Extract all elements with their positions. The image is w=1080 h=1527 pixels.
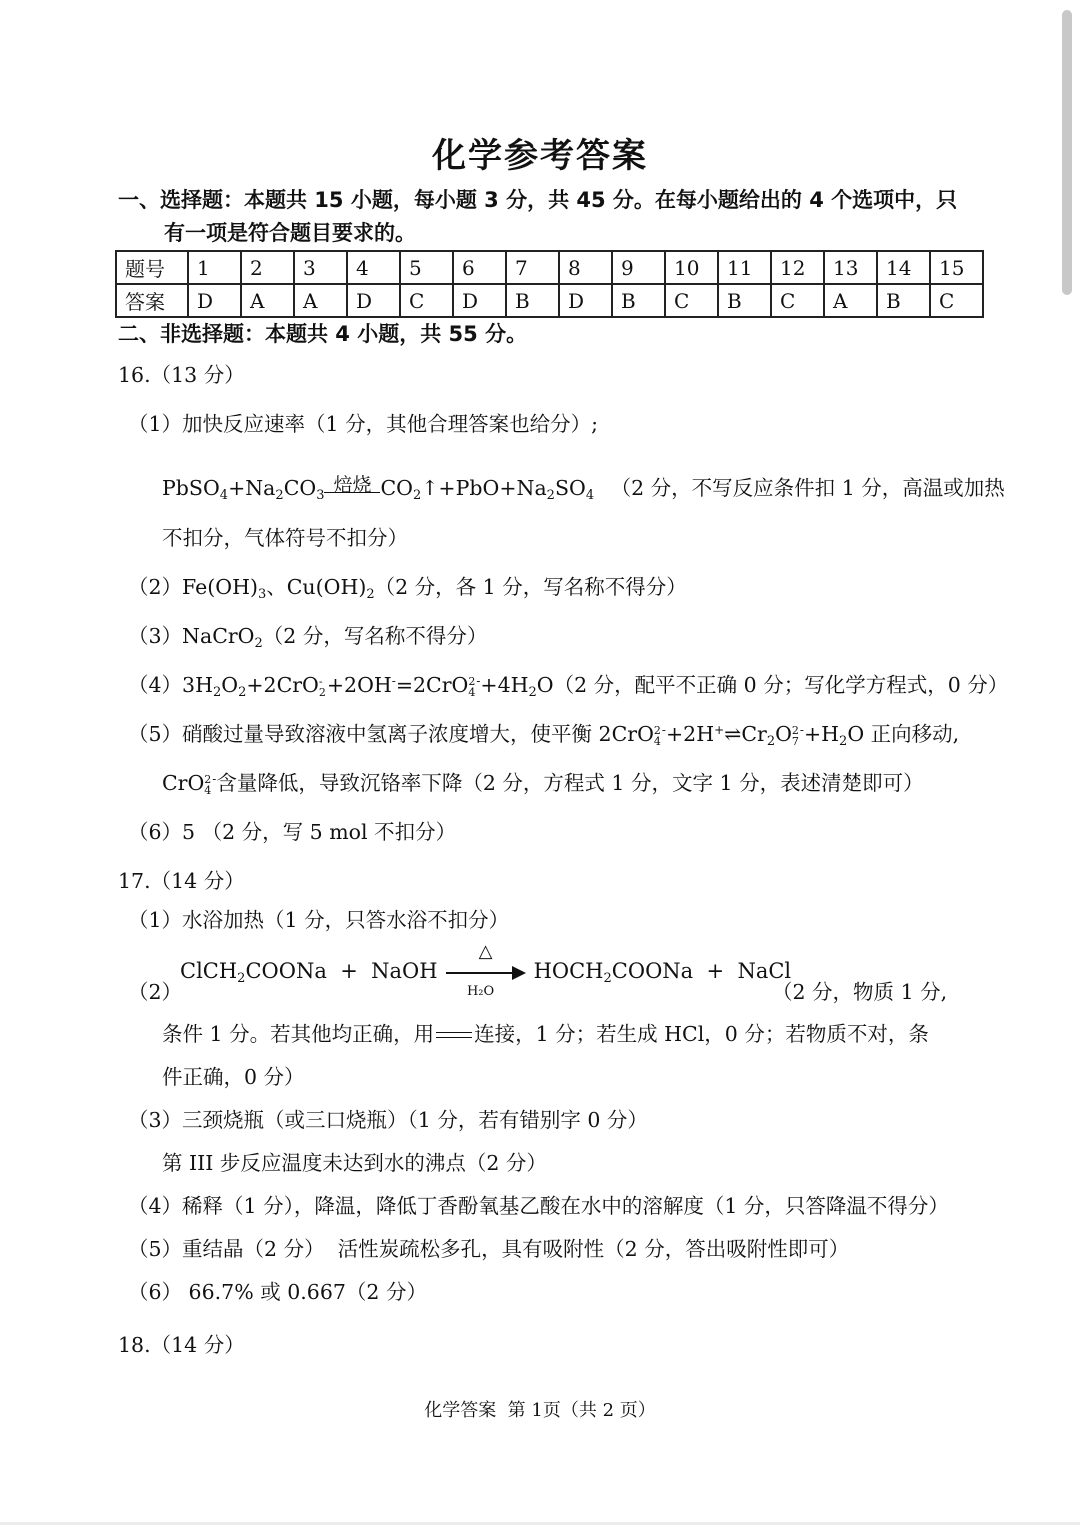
q16-part5-text: O 正向移动,: [847, 722, 960, 746]
ion-charge: [792, 725, 799, 747]
eq-text: CO: [380, 476, 413, 500]
q16-part1: （1）加快反应速率（1 分，其他合理答案也给分）;: [128, 412, 599, 436]
eq-text: COONa + NaOH: [245, 959, 438, 983]
page-title: 化学参考答案: [432, 136, 648, 176]
table-answer-cell: D: [188, 284, 241, 317]
eq-text: CO: [283, 476, 317, 500]
eq-sub: 2: [237, 971, 246, 986]
eq-sub: 2: [238, 685, 247, 700]
table-answer-cell: B: [877, 284, 930, 317]
q17-part2-label: （2）: [128, 980, 183, 1004]
section1-line1: 一、选择题：本题共 15 小题，每小题 3 分，共 45 分。在每小题给出的 4 个选项中，只: [118, 188, 958, 212]
q16-part5-text: CrO: [162, 771, 205, 795]
eq-sub: 4: [585, 488, 595, 503]
q17-part2-line3: 件正确，0 分）: [162, 1065, 305, 1089]
table-answer-cell: C: [771, 284, 824, 317]
eq-sub: 2: [528, 685, 537, 700]
eq-text: +Na: [228, 476, 276, 500]
ion-charge-top: 2: [204, 772, 212, 786]
ion-charge-bot: 2: [318, 685, 326, 699]
q16-part4-text: O（2 分，配平不正确 0 分；写化学方程式，0 分）: [536, 673, 1009, 697]
ion-charge-bot: 4: [468, 685, 476, 699]
table-num-cell: 12: [771, 251, 824, 284]
table-answer-cell: A: [241, 284, 294, 317]
q16-part5-text: +2H: [665, 722, 715, 746]
table-num-cell: 14: [877, 251, 930, 284]
q16-part5-line1: [128, 719, 959, 749]
ion-charge-top: 2: [791, 723, 799, 737]
q17-part2-text: 连接，1 分；若生成 HCl，0 分；若物质不对，条: [474, 1022, 929, 1046]
q17-part6: （6） 66.7% 或 0.667（2 分）: [128, 1280, 427, 1304]
q16-part2-text: 、Cu(OH): [266, 575, 367, 599]
eq-text: COONa + NaCl: [611, 959, 792, 983]
eq-text: ↑+PbO+Na: [421, 476, 547, 500]
ion-charge-bot: 4: [653, 734, 661, 748]
eq-text: HOCH: [533, 959, 604, 983]
table-num-cell: 15: [930, 251, 983, 284]
table-answer-cell: A: [294, 284, 347, 317]
q17-part4: （4）稀释（1 分），降温，降低丁香酚氧基乙酸在水中的溶解度（1 分，只答降温不得分）: [128, 1194, 949, 1218]
q17-part1: （1）水浴加热（1 分，只答水浴不扣分）: [128, 908, 510, 932]
q17-part2-line2: [162, 1019, 929, 1049]
table-answer-label: 答案: [116, 284, 188, 317]
q16-part5-text: ⇌Cr: [724, 722, 767, 746]
table-answer-cell: B: [718, 284, 771, 317]
table-num-cell: 6: [453, 251, 506, 284]
table-num-cell: 5: [400, 251, 453, 284]
heat-symbol: △: [478, 940, 493, 962]
reaction-condition: [324, 474, 380, 496]
eq-text: PbSO: [162, 476, 220, 500]
q16-part5-line2: [162, 768, 924, 798]
table-num-cell: 9: [612, 251, 665, 284]
q16-part5-text: 含量降低，导致沉铬率下降（2 分，方程式 1 分，文字 1 分，表述清楚即可）: [216, 771, 924, 795]
table-num-cell: 10: [665, 251, 718, 284]
q16-equation-line: [162, 473, 1005, 503]
eq-text: SO: [554, 476, 586, 500]
table-num-cell: 7: [506, 251, 559, 284]
q17-part2-text: 条件 1 分。若其他均正确，用: [162, 1022, 435, 1046]
ion-charge-top: 2: [653, 723, 661, 737]
arrow-condition: H₂O: [466, 983, 495, 999]
table-answer-cell: C: [665, 284, 718, 317]
ion-charge-bot: 4: [204, 783, 212, 797]
table-answer-cell: B: [506, 284, 559, 317]
condition-text: 焙烧: [333, 474, 372, 496]
q16-part4-text: +4H: [480, 673, 529, 697]
q16-part5-text: （5）硝酸过量导致溶液中氢离子浓度增大，使平衡 2CrO: [128, 722, 654, 746]
eq-note: （2 分，不写反应条件扣 1 分，高温或加热: [610, 476, 1005, 500]
q17-part5: （5）重结晶（2 分） 活性炭疏松多孔，具有吸附性（2 分，答出吸附性即可）: [128, 1237, 850, 1261]
arrow-line: [436, 1037, 472, 1038]
eq-sub: 4: [219, 488, 229, 503]
q16-part5-text: +H: [803, 722, 840, 746]
q17-equation: [180, 940, 792, 999]
table-answer-cell: A: [824, 284, 877, 317]
eq-sup: -: [212, 772, 217, 786]
eq-sup: -: [391, 674, 396, 688]
table-header-label: 题号: [116, 251, 188, 284]
eq-sup: -: [476, 674, 481, 688]
q16-part5-text: O: [775, 722, 792, 746]
eq-sup: -: [799, 723, 804, 737]
table-num-cell: 4: [347, 251, 400, 284]
eq-sub: 2: [839, 734, 848, 749]
q18-heading: 18.（14 分）: [118, 1333, 245, 1357]
section1-heading: [118, 184, 968, 250]
q17-heading: 17.（14 分）: [118, 869, 245, 893]
q16-part3-text: （2 分，写名称不得分）: [262, 624, 488, 648]
eq-sup: +: [714, 723, 725, 737]
eq-sub: 3: [257, 587, 267, 602]
q16-part3: [128, 621, 487, 651]
eq-sub: 2: [366, 587, 375, 602]
q16-part4-text: （4）3H: [128, 673, 213, 697]
table-num-cell: 1: [188, 251, 241, 284]
eq-sub: 2: [212, 685, 222, 700]
answer-table-header-row: [116, 251, 983, 284]
arrow-line: [446, 972, 516, 974]
eq-sub: 2: [766, 734, 776, 749]
answer-table: [115, 250, 984, 318]
ion-charge: [654, 725, 661, 747]
table-answer-cell: C: [400, 284, 453, 317]
table-num-cell: 2: [241, 251, 294, 284]
equilibrium-arrow-icon: [436, 1030, 472, 1042]
q16-part6: （6）5 （2 分，写 5 mol 不扣分）: [128, 820, 457, 844]
q16-part2: [128, 572, 687, 602]
section2-heading: 二、非选择题：本题共 4 小题，共 55 分。: [118, 322, 528, 346]
table-num-cell: 8: [559, 251, 612, 284]
table-num-cell: 11: [718, 251, 771, 284]
q16-part4: [128, 670, 1008, 700]
ion-charge-top: -: [318, 674, 323, 688]
table-num-cell: 3: [294, 251, 347, 284]
q17-part3: （3）三颈烧瓶（或三口烧瓶）（1 分，若有错别字 0 分）: [128, 1108, 648, 1132]
eq-sub: 2: [254, 636, 263, 651]
ion-charge-top: 2: [468, 674, 476, 688]
q16-heading: 16.（13 分）: [118, 363, 245, 387]
ion-charge: [468, 676, 475, 698]
q16-equation-note2: 不扣分，气体符号不扣分）: [162, 526, 408, 550]
ion-charge: [204, 774, 211, 796]
table-answer-cell: C: [930, 284, 983, 317]
section1-line2: 有一项是符合题目要求的。: [164, 221, 416, 245]
q16-part2-text: （2）Fe(OH): [128, 575, 258, 599]
q16-part4-text: +2CrO: [246, 673, 319, 697]
q17-part2-note: （2 分，物质 1 分,: [772, 980, 948, 1004]
page-bottom-divider: [0, 1522, 1080, 1525]
eq-sup: -: [661, 723, 666, 737]
q16-part4-text: O: [221, 673, 239, 697]
table-answer-cell: D: [453, 284, 506, 317]
page-footer: 化学答案 第 1页（共 2 页）: [424, 1400, 656, 1421]
table-answer-cell: D: [559, 284, 612, 317]
eq-sub: 2: [603, 971, 612, 986]
ion-charge: [319, 676, 326, 698]
q16-part4-text: =2CrO: [395, 673, 469, 697]
q16-part2-text: （2 分，各 1 分，写名称不得分）: [374, 575, 687, 599]
table-num-cell: 13: [824, 251, 877, 284]
table-answer-cell: D: [347, 284, 400, 317]
eq-sub: 2: [546, 488, 555, 503]
table-answer-cell: B: [612, 284, 665, 317]
eq-sub: 3: [316, 488, 325, 503]
q17-part3b: 第 III 步反应温度未达到水的沸点（2 分）: [162, 1151, 547, 1175]
eq-sub: 2: [412, 488, 422, 503]
answer-table-answer-row: [116, 284, 983, 317]
eq-text: ClCH: [180, 959, 238, 983]
reaction-arrow: [446, 940, 526, 999]
arrow-line: [436, 1032, 472, 1033]
eq-sub: 2: [275, 488, 284, 503]
q16-part3-text: （3）NaCrO: [128, 624, 255, 648]
q16-part4-text: +2OH: [326, 673, 392, 697]
ion-charge-bot: 7: [791, 734, 799, 748]
